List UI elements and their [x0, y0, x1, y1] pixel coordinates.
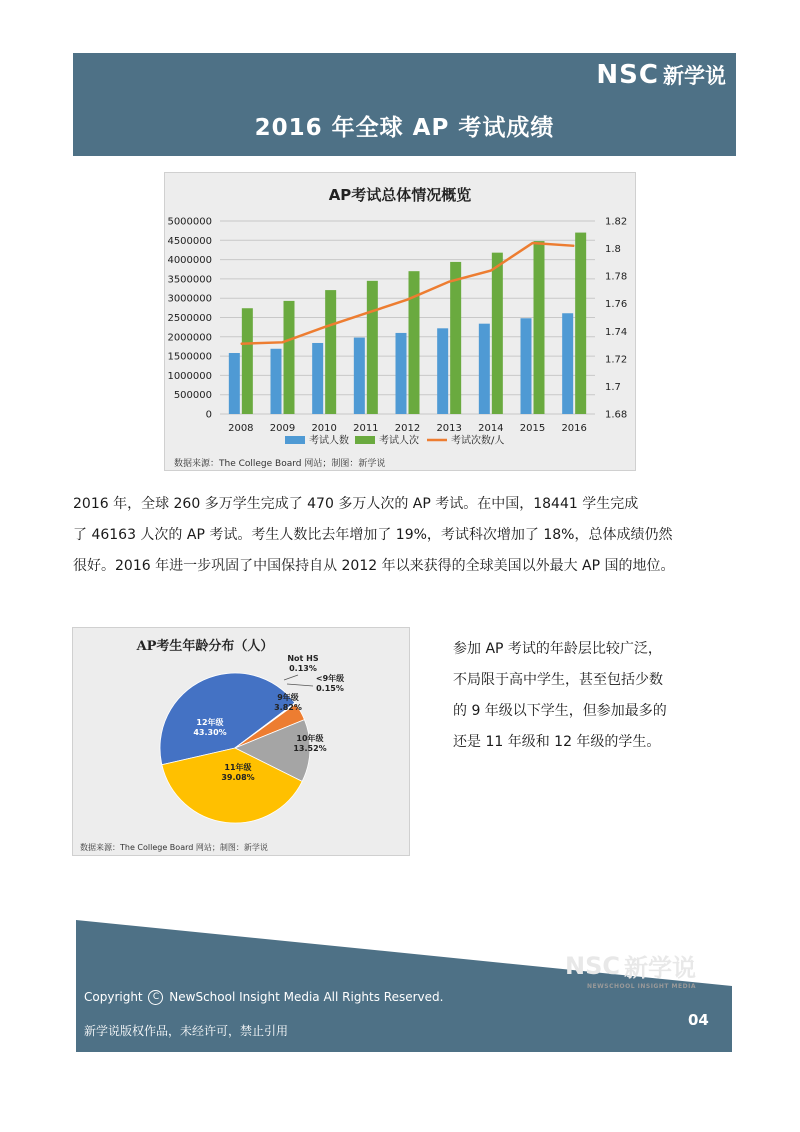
bar-exam-count: [450, 262, 461, 414]
y-right-tick-label: 1.7: [605, 381, 621, 393]
rights-notice: 新学说版权作品，未经许可，禁止引用: [84, 1024, 289, 1038]
x-tick-label: 2014: [478, 423, 504, 434]
bar-exam-count: [534, 241, 545, 414]
age-description-line: 不局限于高中学生，甚至包括少数: [453, 672, 663, 688]
pie-leader-line: [287, 684, 313, 686]
copyright-icon: C: [148, 990, 163, 1005]
footer-logo-text: 新学说: [623, 954, 696, 982]
pie-slice-value: 0.13%: [289, 664, 317, 673]
y-right-tick-label: 1.78: [605, 271, 628, 283]
x-tick-label: 2009: [269, 423, 296, 434]
footer-logo-mark: NSC: [565, 951, 620, 980]
line-point: [282, 342, 283, 343]
pie-slice-value: 0.15%: [316, 684, 344, 693]
overview-chart: [164, 172, 636, 471]
line-point: [365, 313, 366, 314]
y-left-tick-label: 3000000: [167, 293, 212, 305]
bar-exam-takers: [312, 343, 323, 414]
y-left-tick-label: 4500000: [167, 235, 212, 247]
bar-exam-count: [409, 271, 420, 414]
y-left-tick-label: 1000000: [167, 370, 212, 382]
pie-leader-line: [284, 675, 298, 680]
page-number: 04: [688, 1011, 709, 1029]
y-right-tick-label: 1.68: [605, 409, 628, 421]
line-point: [574, 245, 575, 246]
bar-exam-count: [575, 233, 586, 414]
x-tick-label: 2010: [311, 423, 337, 434]
logo-text: 新学说: [663, 64, 726, 88]
paragraph-line-3: 很好。2016 年进一步巩固了中国保持自从 2012 年以来获得的全球美国以外最大 AP 国的地位。: [73, 558, 675, 574]
age-pie-chart-svg: [73, 628, 409, 855]
paragraph-line-1: 2016 年，全球 260 多万学生完成了 470 多万人次的 AP 考试。在中国，18441 学生完成: [73, 496, 639, 512]
bar-exam-takers: [521, 318, 532, 414]
line-point: [532, 243, 533, 244]
copyright-prefix: Copyright: [84, 990, 143, 1004]
copyright-text: NewSchool Insight Media All Rights Reserved.: [169, 990, 444, 1004]
copyright-notice: [84, 990, 443, 1005]
y-left-tick-label: 3500000: [167, 274, 212, 286]
line-point: [490, 270, 491, 271]
header-band: [73, 53, 736, 156]
footer-logo-subtitle: NEWSCHOOL INSIGHT MEDIA: [587, 983, 696, 990]
bar-exam-count: [367, 281, 378, 414]
legend-label: 考试人次: [379, 435, 419, 447]
bar-exam-count: [492, 253, 503, 414]
chart-source: 数据来源：The College Board 网站；制图：新学说: [174, 459, 386, 469]
age-description: [453, 634, 733, 758]
chart-title: AP考试总体情况概览: [328, 186, 472, 204]
y-left-tick-label: 500000: [173, 390, 212, 402]
bar-exam-count: [325, 290, 336, 414]
bar-exam-takers: [437, 328, 448, 414]
y-right-tick-label: 1.76: [605, 299, 628, 311]
x-tick-label: 2008: [228, 423, 254, 434]
bar-exam-count: [242, 308, 253, 414]
legend-swatch: [285, 436, 305, 444]
line-point: [240, 343, 241, 344]
pie-slice-value: 3.82%: [274, 703, 302, 712]
pie-slice-value: 13.52%: [293, 744, 327, 753]
age-description-line: 还是 11 年级和 12 年级的学生。: [453, 734, 661, 750]
pie-slice-label: 9年级: [277, 693, 299, 702]
legend-label: 考试次数/人: [451, 435, 505, 447]
paragraph-line-2: 了 46163 人次的 AP 考试。考生人数比去年增加了 19%，考试科次增加了 18%，总体成绩仍然: [73, 527, 673, 543]
age-pie-chart: [72, 627, 410, 856]
logo-mark: NSC: [596, 60, 659, 90]
age-description-line: 的 9 年级以下学生，但参加最多的: [453, 703, 667, 719]
pie-slice-label: <9年级: [315, 674, 345, 683]
x-tick-label: 2015: [519, 423, 546, 434]
line-point: [324, 327, 325, 328]
bar-exam-count: [284, 301, 295, 414]
y-left-tick-label: 5000000: [167, 216, 212, 228]
y-right-tick-label: 1.82: [605, 216, 628, 228]
header-logo: [596, 59, 726, 91]
pie-slice-label: 10年级: [296, 734, 324, 743]
x-tick-label: 2011: [353, 423, 379, 434]
bar-exam-takers: [229, 353, 240, 414]
bar-exam-takers: [479, 324, 490, 414]
age-description-line: 参加 AP 考试的年龄层比较广泛，: [453, 641, 662, 657]
y-left-tick-label: 2500000: [167, 313, 212, 324]
pie-source: 数据来源：The College Board 网站；制图：新学说: [80, 843, 268, 852]
pie-slice-label: Not HS: [287, 654, 319, 663]
bar-exam-takers: [271, 349, 282, 414]
bar-exam-takers: [396, 333, 407, 414]
bar-exam-takers: [562, 313, 573, 414]
pie-slice-value: 43.30%: [193, 728, 227, 737]
pie-slice-label: 11年级: [224, 763, 252, 772]
pie-slice-value: 39.08%: [221, 773, 255, 782]
pie-title: AP考生年龄分布（人）: [136, 639, 274, 654]
y-right-tick-label: 1.8: [605, 244, 621, 256]
y-right-tick-label: 1.72: [605, 354, 628, 366]
x-tick-label: 2013: [436, 423, 462, 434]
footer-logo: [565, 948, 696, 990]
legend-label: 考试人数: [309, 435, 349, 447]
legend-swatch: [355, 436, 375, 444]
y-left-tick-label: 0: [205, 409, 212, 421]
y-left-tick-label: 2000000: [167, 332, 212, 344]
y-left-tick-label: 4000000: [167, 255, 212, 267]
pie-slice-label: 12年级: [196, 718, 224, 727]
y-left-tick-label: 1500000: [167, 351, 212, 363]
y-right-tick-label: 1.74: [605, 326, 628, 338]
overview-chart-svg: [165, 173, 635, 470]
x-tick-label: 2012: [394, 423, 421, 434]
x-tick-label: 2016: [561, 423, 587, 434]
bar-exam-takers: [354, 338, 365, 414]
line-point: [449, 281, 450, 282]
line-point: [407, 299, 408, 300]
page-title: 2016 年全球 AP 考试成绩: [254, 115, 555, 141]
